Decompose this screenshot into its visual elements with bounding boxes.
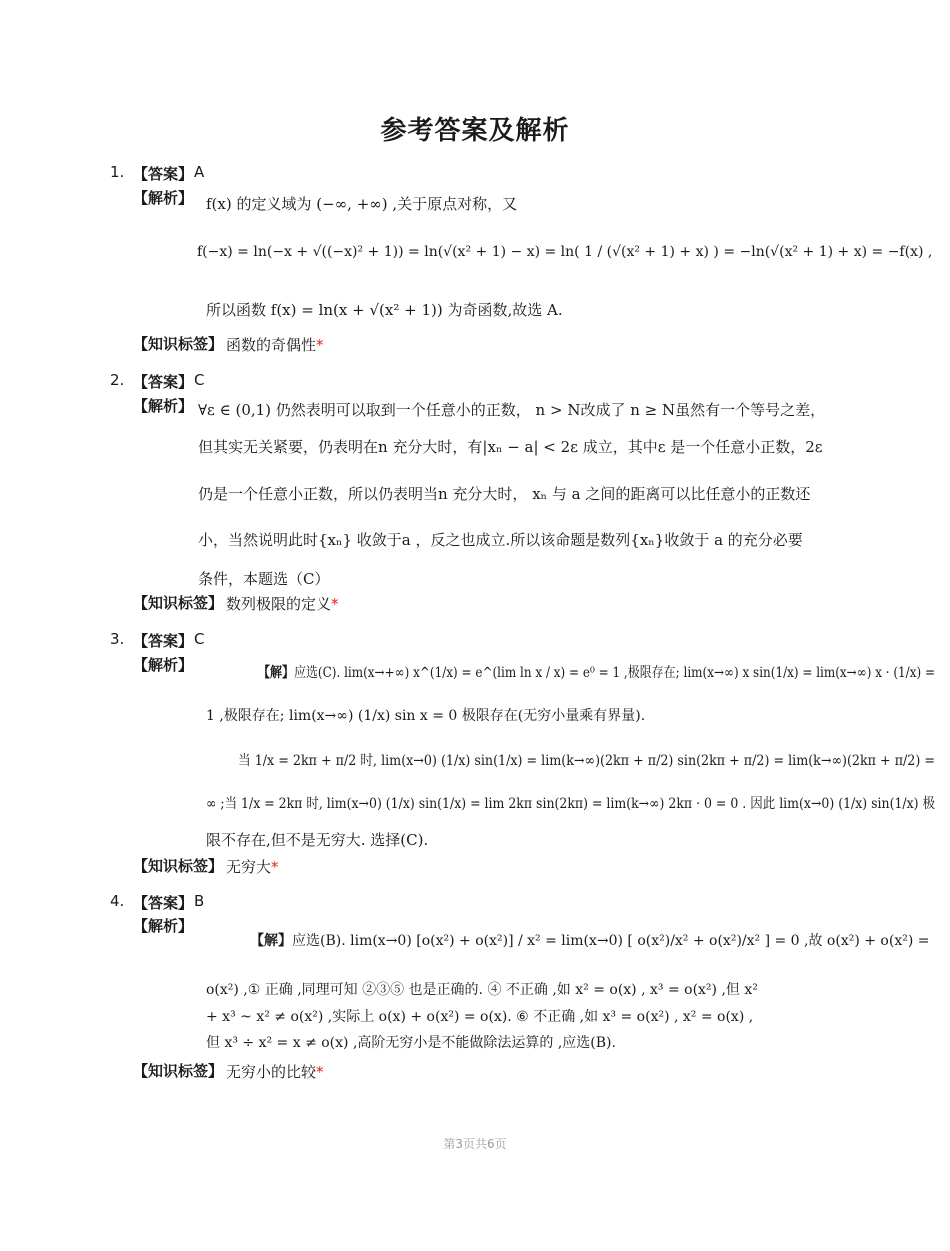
knowledge-tag <box>226 334 324 355</box>
answer-label: 【答案】 <box>133 165 194 183</box>
star-mark: * <box>316 1063 324 1081</box>
analysis-line: 仍是一个任意小正数，所以仍表明当n 充分大时， xₙ 与 a 之间的距离可以比任意小的正数还 <box>198 485 811 503</box>
analysis-line: 小，当然说明此时{xₙ} 收敛于a ，反之也成立.所以该命题是数列{xₙ}收敛于 a 的充分必要 <box>198 531 803 549</box>
answer-label: 【答案】 <box>133 894 194 912</box>
solution-label: 【解】 <box>250 933 292 949</box>
solution-text: 应选(B). lim(x→0) [o(x²) + o(x²)] / x² = lim(x→0) [ o(x²)/x² + o(x²)/x² ] = 0 ,故 o(x²) + o(x²) = <box>292 933 930 949</box>
tag-text: 数列极限的定义 <box>226 595 332 613</box>
knowledge-tag <box>226 856 279 877</box>
analysis-line: o(x²) ,① 正确 ,同理可知 ②③⑤ 也是正确的. ④ 不正确 ,如 x² = o(x) , x³ = o(x²) ,但 x² <box>206 982 758 998</box>
question-number: 4. <box>110 892 125 910</box>
analysis-label: 【解析】 <box>133 917 194 935</box>
answer-label: 【答案】 <box>133 632 194 650</box>
analysis-line <box>250 930 929 950</box>
tag-label: 【知识标签】 <box>133 1062 224 1080</box>
knowledge-tag <box>226 1061 324 1082</box>
page-footer: 第3页共6页 <box>443 1137 507 1151</box>
tag-text: 无穷大 <box>226 858 272 876</box>
analysis-label: 【解析】 <box>133 656 194 674</box>
question-number: 2. <box>110 371 125 389</box>
page-title: 参考答案及解析 <box>380 116 570 146</box>
tag-text: 无穷小的比较 <box>226 1063 317 1081</box>
tag-label: 【知识标签】 <box>133 857 224 875</box>
analysis-line: + x³ ~ x² ≠ o(x²) ,实际上 o(x) + o(x²) = o(x). ⑥ 不正确 ,如 x³ = o(x²) , x² = o(x) , <box>206 1009 754 1025</box>
question-number: 3. <box>110 630 125 648</box>
analysis-line: 所以函数 f(x) = ln(x + √(x² + 1)) 为奇函数,故选 A. <box>206 301 563 319</box>
analysis-line: 条件，本题选（C） <box>198 570 330 588</box>
star-mark: * <box>316 336 324 354</box>
answer-label: 【答案】 <box>133 373 194 391</box>
analysis-label: 【解析】 <box>133 189 194 207</box>
analysis-line: 但其实无关紧要，仍表明在n 充分大时，有|xₙ − a| < 2ε 成立，其中ε 是一个任意小正数，2ε <box>198 438 823 456</box>
analysis-line: ∀ε ∈ (0,1) 仍然表明可以取到一个任意小的正数， n > N改成了 n ≥ N虽然有一个等号之差， <box>198 401 826 419</box>
tag-label: 【知识标签】 <box>133 335 224 353</box>
analysis-line <box>258 662 935 682</box>
formula-line: f(−x) = ln(−x + √((−x)² + 1)) = ln(√(x² + 1) − x) = ln( 1 / (√(x² + 1) + x) ) = −ln(√(x² + 1) + x) = −f(x) , <box>197 244 933 260</box>
analysis-line: f(x) 的定义域为 (−∞, +∞) ,关于原点对称，又 <box>206 195 518 213</box>
tag-text: 函数的奇偶性 <box>226 336 317 354</box>
analysis-label: 【解析】 <box>133 397 194 415</box>
star-mark: * <box>331 595 339 613</box>
analysis-line: 限不存在,但不是无穷大. 选择(C). <box>206 831 429 849</box>
analysis-line: 1 ,极限存在; lim(x→∞) (1/x) sin x = 0 极限存在(无穷小量乘有界量). <box>206 708 646 724</box>
solution-text: 应选(C). lim(x→+∞) x^(1/x) = e^(lim ln x / x) = e⁰ = 1 ,极限存在; lim(x→∞) x sin(1/x) = lim(x→∞) x · (1/x) = <box>293 665 936 681</box>
answer-value: C <box>194 371 205 389</box>
star-mark: * <box>271 858 279 876</box>
answer-value: C <box>194 630 205 648</box>
knowledge-tag <box>226 593 339 614</box>
analysis-line: 当 1/x = 2kπ + π/2 时, lim(x→0) (1/x) sin(1/x) = lim(k→∞)(2kπ + π/2) sin(2kπ + π/2) = lim(k→∞)(2kπ + π/2) = <box>238 753 935 769</box>
question-number: 1. <box>110 163 125 181</box>
solution-label: 【解】 <box>258 665 294 681</box>
analysis-line: 但 x³ ÷ x² = x ≠ o(x) ,高阶无穷小是不能做除法运算的 ,应选(B). <box>206 1035 616 1051</box>
answer-value: A <box>194 163 205 181</box>
tag-label: 【知识标签】 <box>133 594 224 612</box>
analysis-line: ∞ ;当 1/x = 2kπ 时, lim(x→0) (1/x) sin(1/x) = lim 2kπ sin(2kπ) = lim(k→∞) 2kπ · 0 = 0 . 因此 lim(x→0) (1/x) sin(1/x) 极 <box>206 796 935 812</box>
answer-value: B <box>194 892 205 910</box>
